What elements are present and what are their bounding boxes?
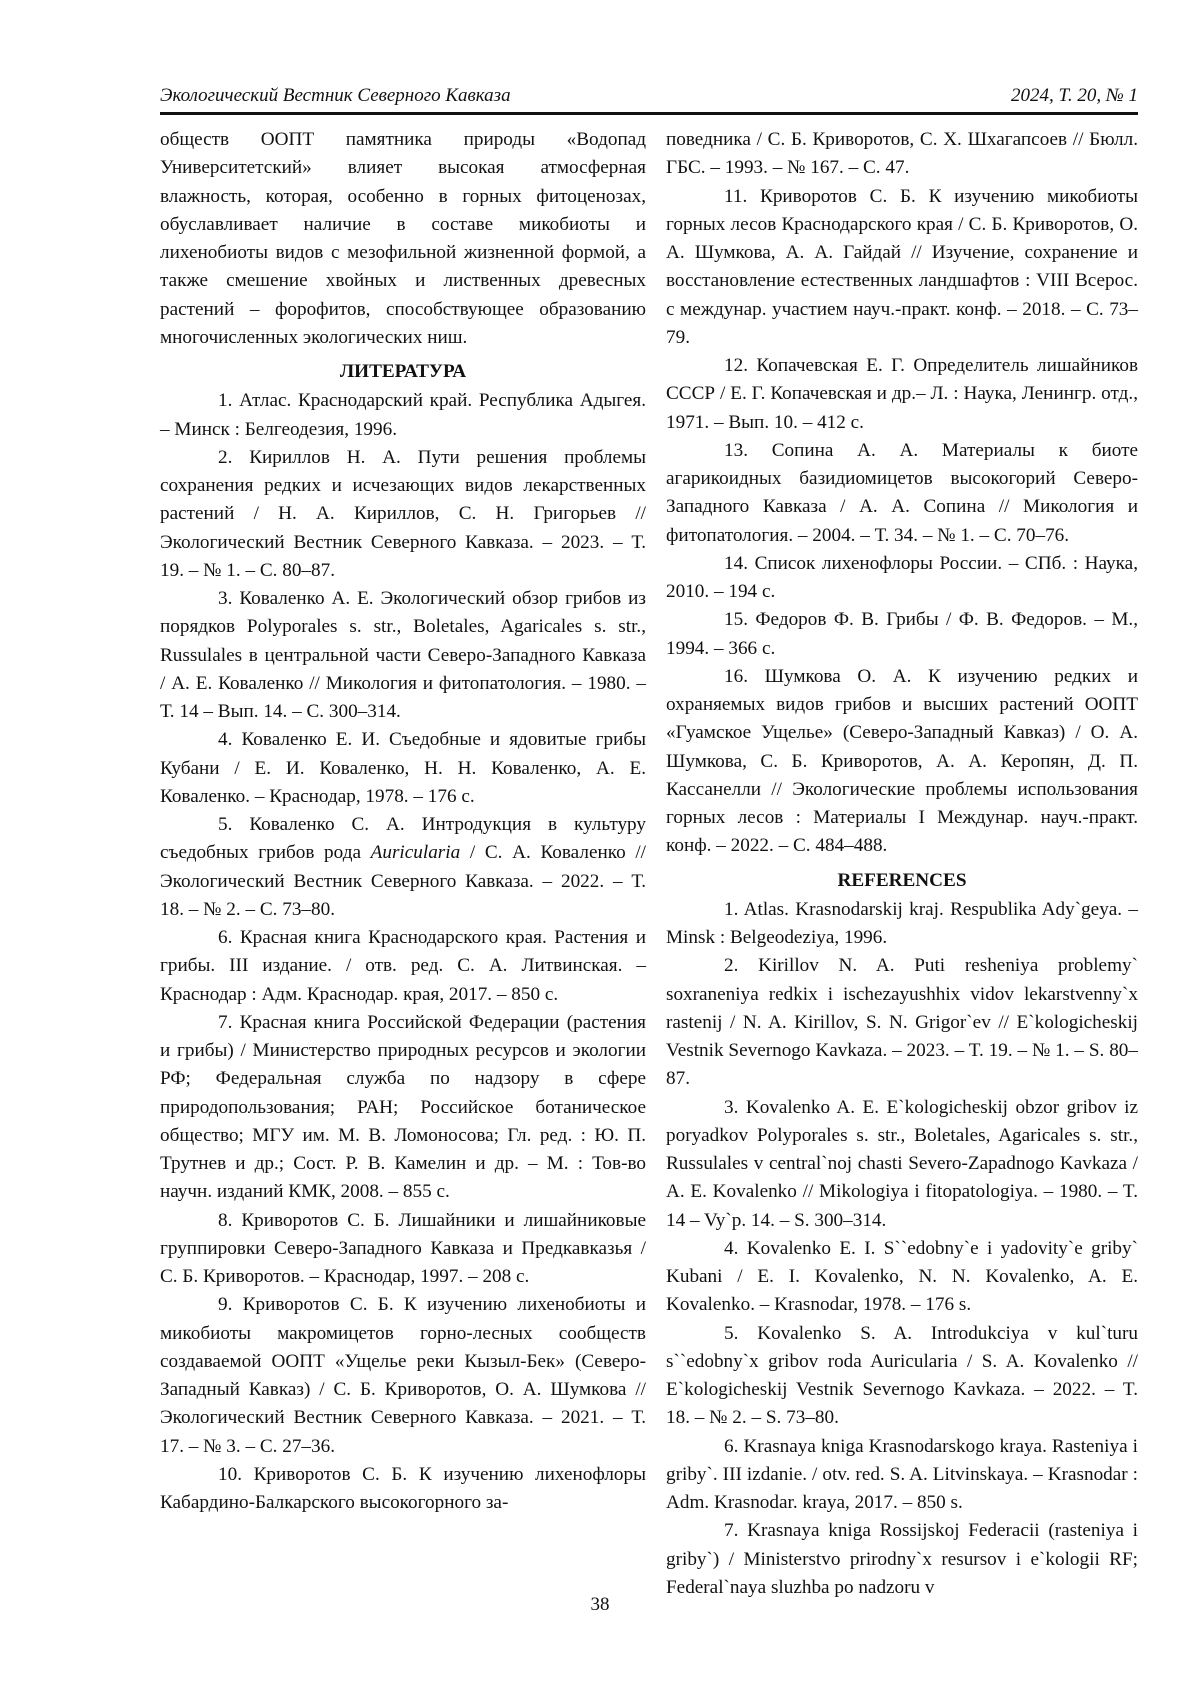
reference-item: 13. Сопина А. А. Материалы к биоте агарикоидных базидиомицетов высокогорий Северо-Западного Кавказа / А. А. Сопина // Микология и фитопатология. – 2004. – Т. 34. – № 1. – С. 70–76. [666, 439, 1138, 546]
reference-item: 11. Криворотов С. Б. К изучению микобиоты горных лесов Краснодарского края / С. Б. Криворотов, О. А. Шумкова, А. А. Гайдай // Изучение, сохранение и восстановление естественных ландшафтов : VIII Всерос. с междунар. участием науч.-практ. конф. – 2018. – С. 73–79. [666, 185, 1138, 348]
reference-item: 15. Федоров Ф. В. Грибы / Ф. В. Федоров. – М., 1994. – 366 с. [666, 609, 1138, 659]
reference-item: 6. Krasnaya kniga Krasnodarskogo kraya. Rasteniya i griby`. III izdanie. / otv. red. S. A. Litvinskaya. – Krasnodar : Adm. Krasnodar. kraya, 2017. – 850 s. [666, 1435, 1138, 1513]
reference-item: 1. Атлас. Краснодарский край. Республика Адыгея. – Минск : Белгеодезия, 1996. [160, 390, 646, 440]
reference-text: / С. А. Коваленко // Экологический Вестник Северного Кавказа. – 2022. – Т. 18. – № 2. – С. 73–80. [160, 842, 646, 920]
reference-item: 3. Kovalenko A. E. E`kologicheskij obzor gribov iz poryadkov Polyporales s. str., Boletales, Agaricales s. str., Russulales v central`noj chasti Severo-Zapadnogo Kavkaza / A. E. Kovalenko // Mikologiya i fitopatologiya. – 1980. – T. 14 – Vy`p. 14. – S. 300–314. [666, 1096, 1138, 1231]
references-heading-ru: ЛИТЕРАТУРА [339, 361, 467, 382]
references-heading-en: REFERENCES [837, 869, 967, 891]
reference-continuation: поведника / С. Б. Криворотов, С. Х. Шхагапсоев // Бюлл. ГБС. – 1993. – № 167. – С. 47. [666, 129, 1138, 179]
reference-item: 2. Kirillov N. A. Puti resheniya problemy` soxraneniya redkix i ischezayushhix vidov lekarstvenny`x rastenij / N. A. Kirillov, S. N. Grigor`ev // E`kologicheskij Vestnik Severnogo Kavkaza. – 2023. – T. 19. – № 1. – S. 80–87. [666, 955, 1138, 1090]
reference-item: 12. Копачевская Е. Г. Определитель лишайников СССР / Е. Г. Копачевская и др.– Л. : Наука, Ленингр. отд., 1971. – Вып. 10. – 412 с. [666, 355, 1138, 433]
body-paragraph: обществ ООПТ памятника природы «Водопад Университетский» влияет высокая атмосферная влажность, которая, особенно в горных фитоценозах, обуславливает наличие в составе микобиоты и лихенобиоты видов с мезофильной жизненной формой, а также смешение хвойных и лиственных древесных растений – форофитов, способствующее образованию многочисленных экологических ниш. [160, 129, 646, 348]
reference-item: 8. Криворотов С. Б. Лишайники и лишайниковые группировки Северо-Западного Кавказа и Предкавказья / С. Б. Криворотов. – Краснодар, 1997. – 208 с. [160, 1209, 646, 1287]
reference-item: 2. Кириллов Н. А. Пути решения проблемы сохранения редких и исчезающих видов лекарственных растений / Н. А. Кириллов, С. Н. Григорьев // Экологический Вестник Северного Кавказа. – 2023. – Т. 19. – № 1. – С. 80–87. [160, 446, 646, 581]
reference-item: 9. Криворотов С. Б. К изучению лихенобиоты и микобиоты макромицетов горно-лесных сообществ создаваемой ООПТ «Ущелье реки Кызыл-Бек» (Северо-Западный Кавказ) / С. Б. Криворотов, О. А. Шумкова // Экологический Вестник Северного Кавказа. – 2021. – Т. 17. – № 3. – С. 27–36. [160, 1294, 646, 1457]
running-header [160, 84, 1138, 115]
reference-text: 5. Коваленко С. А. Интродукция в культуру съедобных грибов рода [160, 814, 646, 864]
reference-item: 4. Коваленко Е. И. Съедобные и ядовитые грибы Кубани / Е. И. Коваленко, Н. Н. Коваленко, А. Е. Коваленко. – Краснодар, 1978. – 176 с. [160, 729, 646, 807]
reference-item: 7. Красная книга Российской Федерации (растения и грибы) / Министерство природных ресурсов и экологии РФ; Федеральная служба по надзору в сфере природопользования; РАН; Российское ботаническое общество; МГУ им. М. В. Ломоносова; Гл. ред. : Ю. П. Трутнев и др.; Сост. Р. В. Камелин и др. – М. : Тов-во научн. изданий КМК, 2008. – 855 с. [160, 1011, 646, 1203]
reference-item: 10. Криворотов С. Б. К изучению лихенофлоры Кабардино-Балкарского высокогорного за- [160, 1463, 646, 1513]
reference-item [160, 811, 646, 924]
reference-item: 1. Atlas. Krasnodarskij kraj. Respublika Ady`geya. – Minsk : Belgeodeziya, 1996. [666, 898, 1138, 948]
reference-item: 16. Шумкова О. А. К изучению редких и охраняемых видов грибов и высших растений ООПТ «Гуамское Ущелье» (Северо-Западный Кавказ) / О. А. Шумкова, С. Б. Криворотов, А. А. Керопян, Д. П. Кассанелли // Экологические проблемы использования горных лесов : Материалы I Междунар. науч.-практ. конф. – 2022. – С. 484–488. [666, 665, 1138, 857]
page-number: 38 [590, 1594, 610, 1615]
left-column [160, 126, 646, 1517]
reference-item: 6. Красная книга Краснодарского края. Растения и грибы. III издание. / отв. ред. С. А. Литвинская. – Краснодар : Адм. Краснодар. края, 2017. – 850 с. [160, 927, 646, 1005]
reference-item: 14. Список лихенофлоры России. – СПб. : Наука, 2010. – 194 с. [666, 552, 1138, 602]
journal-title: Экологический Вестник Северного Кавказа [160, 85, 511, 106]
right-column [666, 126, 1138, 1602]
reference-item: 5. Kovalenko S. A. Introdukciya v kul`turu s``edobny`x gribov roda Auricularia / S. A. Kovalenko // E`kologicheskij Vestnik Severnogo Kavkaza. – 2022. – T. 18. – № 2. – S. 73–80. [666, 1322, 1138, 1429]
reference-item: 4. Kovalenko E. I. S``edobny`e i yadovity`e griby` Kubani / E. I. Kovalenko, N. N. Kovalenko, A. E. Kovalenko. – Krasnodar, 1978. – 176 s. [666, 1237, 1138, 1316]
reference-item: 3. Коваленко А. Е. Экологический обзор грибов из порядков Polyporales s. str., Boletales, Agaricales s. str., Russulales в центральной части Северо-Западного Кавказа / А. Е. Коваленко // Микология и фитопатология. – 1980. – Т. 14 – Вып. 14. – С. 300–314. [160, 588, 646, 722]
reference-item: 7. Krasnaya kniga Rossijskoj Federacii (rasteniya i griby`) / Ministerstvo prirodny`x resursov i e`kologii RF; Federal`naya sluzhba po nadzoru v [666, 1520, 1138, 1598]
genus-name: Auricularia [370, 842, 461, 864]
issue-info: 2024, Т. 20, № 1 [1010, 85, 1138, 106]
